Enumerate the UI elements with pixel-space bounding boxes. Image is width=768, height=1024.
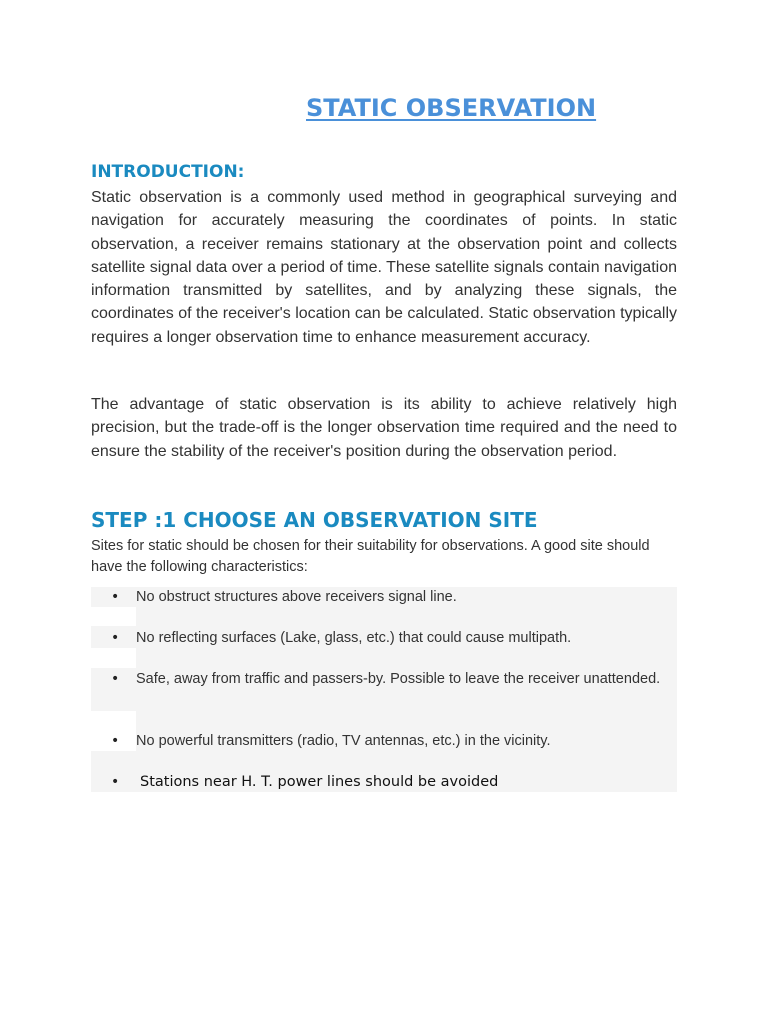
introduction-paragraph-1: Static observation is a commonly used method in geographical surveying and navigation for accurately measuring the coordinates of points. In static observation, a receiver remains stationary at the observation point and collects satellite signal data over a period of time. These satellite signals contain navigation information transmitted by satellites, and by analyzing these signals, the coordinates of the receiver's location can be calculated. Static observation typically requires a longer observation time to enhance measurement accuracy.: [91, 189, 677, 346]
bullet-icon: •: [111, 671, 120, 687]
list-background-gap: [91, 648, 136, 668]
introduction-paragraph-2: The advantage of static observation is its ability to achieve relatively high precision, but the trade-off is the longer observation time required and the need to ensure the stability of the receiver's position during the observation period.: [91, 396, 677, 460]
list-item-text: Safe, away from traffic and passers-by. Possible to leave the receiver unattended.: [136, 671, 661, 687]
bullet-icon: •: [111, 733, 120, 749]
introduction-heading: INTRODUCTION:: [91, 162, 245, 182]
list-item-text: No reflecting surfaces (Lake, glass, etc.) that could cause multipath.: [136, 630, 572, 646]
bullet-icon: •: [111, 630, 120, 646]
bullet-icon: •: [111, 589, 120, 605]
bullet-icon: •: [111, 774, 120, 790]
step-1-intro: Sites for static should be chosen for their suitability for observations. A good site should have the following characteristics:: [91, 538, 650, 575]
list-background-gap: [91, 607, 136, 626]
step-1-heading: STEP :1 CHOOSE AN OBSERVATION SITE: [91, 508, 538, 532]
document-title: STATIC OBSERVATION: [306, 94, 597, 122]
list-item-text: No obstruct structures above receivers signal line.: [136, 589, 457, 605]
list-item-text: No powerful transmitters (radio, TV antennas, etc.) in the vicinity.: [136, 733, 551, 749]
list-item-text: Stations near H. T. power lines should be avoided: [140, 774, 499, 790]
